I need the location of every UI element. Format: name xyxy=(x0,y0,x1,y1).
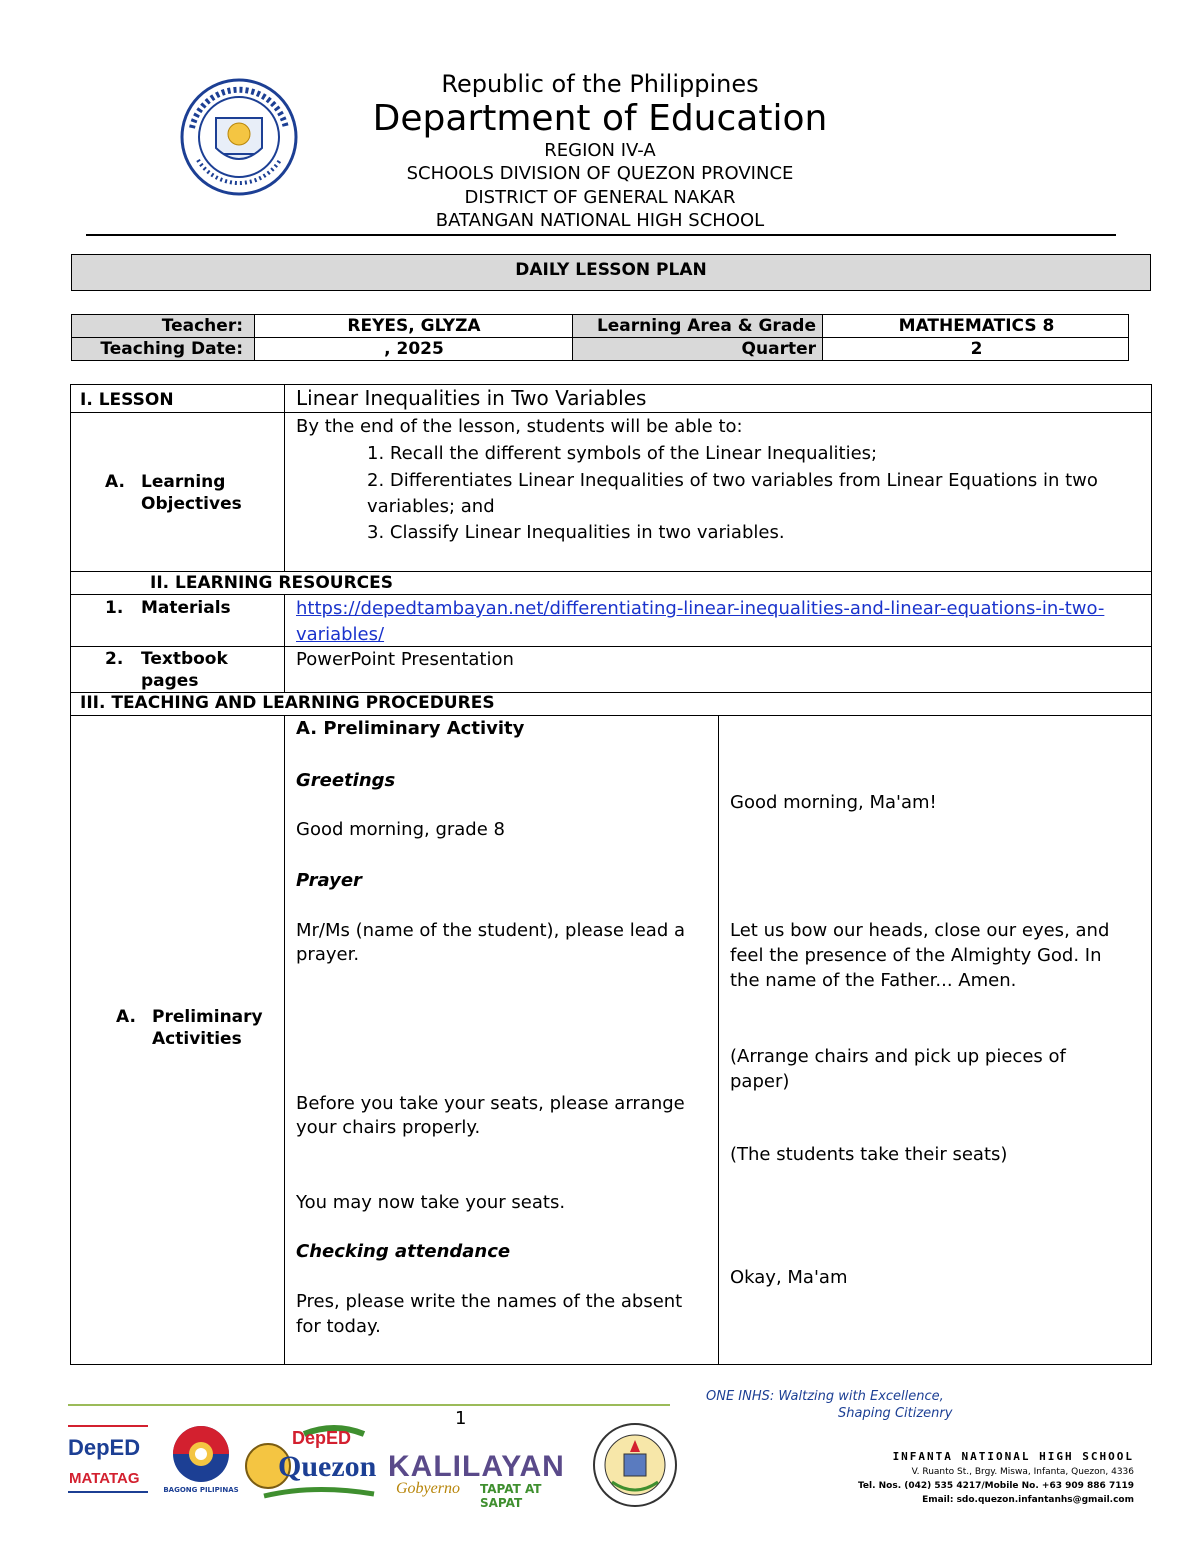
seats-student: (The students take their seats) xyxy=(730,1144,1008,1165)
footer-address: V. Ruanto St., Brgy. Miswa, Infanta, Quezon, 4336 xyxy=(911,1467,1134,1477)
region-label: REGION IV-A xyxy=(544,140,656,161)
footer-school-name: INFANTA NATIONAL HIGH SCHOOL xyxy=(892,1450,1134,1463)
bagong-pilipinas-logo: BAGONG PILIPINAS xyxy=(163,1422,239,1502)
arrange-teacher-1: Before you take your seats, please arrange xyxy=(296,1093,685,1114)
kalilayan-logo: KALILAYAN Gobyerno TAPAT AT SAPAT xyxy=(388,1450,565,1510)
textbook-num: 2. xyxy=(105,649,124,669)
arrange-teacher-2: your chairs properly. xyxy=(296,1117,481,1138)
greet-teacher: Good morning, grade 8 xyxy=(296,819,505,840)
objectives-label-2: Objectives xyxy=(141,494,242,514)
attendance-teacher-2: for today. xyxy=(296,1316,381,1337)
lesson-plan-title-box xyxy=(71,254,1151,291)
procedures-label: III. TEACHING AND LEARNING PROCEDURES xyxy=(80,693,495,713)
quarter-label: Quarter xyxy=(741,339,816,359)
quarter-value: 2 xyxy=(970,339,983,359)
page-number: 1 xyxy=(455,1408,467,1429)
prayer-student-3: the name of the Father... Amen. xyxy=(730,970,1017,991)
date-label: Teaching Date: xyxy=(100,339,243,359)
arrange-student-2: paper) xyxy=(730,1071,790,1092)
objective-2a: 2. Differentiates Linear Inequalities of two variables from Linear Equations in two xyxy=(367,470,1098,491)
division-label: SCHOOLS DIVISION OF QUEZON PROVINCE xyxy=(406,163,794,184)
footer-divider xyxy=(68,1404,670,1406)
attendance-student: Okay, Ma'am xyxy=(730,1267,848,1288)
footer-phone: Tel. Nos. (042) 535 4217/Mobile No. +63 909 886 7119 xyxy=(857,1481,1134,1491)
date-value: , 2025 xyxy=(384,339,444,359)
attendance-heading: Checking attendance xyxy=(296,1241,511,1262)
preliminary-heading: A. Preliminary Activity xyxy=(296,718,525,739)
attendance-teacher-1: Pres, please write the names of the absent xyxy=(296,1291,683,1312)
department-title: Department of Education xyxy=(372,98,828,139)
motto-line-1: ONE INHS: Waltzing with Excellence, xyxy=(706,1389,944,1404)
textbook-label-1: Textbook xyxy=(141,649,228,669)
materials-num: 1. xyxy=(105,598,124,618)
prayer-heading: Prayer xyxy=(296,870,362,891)
lesson-label: I. LESSON xyxy=(80,390,174,410)
materials-label: Materials xyxy=(141,598,231,618)
preliminary-label-1: Preliminary xyxy=(152,1007,263,1027)
deped-seal xyxy=(180,78,298,196)
materials-link-1[interactable]: https://depedtambayan.net/differentiating-linear-inequalities-and-linear-equations-in-two- xyxy=(296,598,1105,619)
prayer-teacher-1: Mr/Ms (name of the student), please lead a xyxy=(296,920,686,941)
motto-line-2: Shaping Citizenry xyxy=(838,1406,953,1421)
textbook-value: PowerPoint Presentation xyxy=(296,649,514,670)
preliminary-label-2: Activities xyxy=(152,1029,242,1049)
arrange-student-1: (Arrange chairs and pick up pieces of xyxy=(730,1046,1066,1067)
school-label: BATANGAN NATIONAL HIGH SCHOOL xyxy=(435,210,765,231)
header-divider xyxy=(86,234,1116,236)
footer-email: Email: sdo.quezon.infantanhs@gmail.com xyxy=(922,1495,1134,1505)
prayer-student-1: Let us bow our heads, close our eyes, and xyxy=(730,920,1110,941)
greetings-heading: Greetings xyxy=(296,770,396,791)
objective-1: 1. Recall the different symbols of the Linear Inequalities; xyxy=(367,443,878,464)
area-value: MATHEMATICS 8 xyxy=(898,316,1055,336)
materials-link-2[interactable]: variables/ xyxy=(296,624,385,645)
area-label: Learning Area & Grade xyxy=(596,316,816,336)
school-seal xyxy=(592,1422,678,1508)
textbook-label-2: pages xyxy=(141,671,199,691)
teacher-value: REYES, GLYZA xyxy=(347,316,481,336)
objectives-intro: By the end of the lesson, students will be able to: xyxy=(296,416,743,437)
deped-matatag-logo: DepED MATATAG xyxy=(68,1425,150,1497)
lesson-title: Linear Inequalities in Two Variables xyxy=(296,386,647,410)
objectives-label-1: Learning xyxy=(141,472,226,492)
greet-student: Good morning, Ma'am! xyxy=(730,792,937,813)
preliminary-letter: A. xyxy=(116,1007,136,1027)
resources-label: II. LEARNING RESOURCES xyxy=(150,573,393,593)
district-label: DISTRICT OF GENERAL NAKAR xyxy=(464,187,736,208)
lesson-plan-title: DAILY LESSON PLAN xyxy=(515,260,707,280)
teacher-label: Teacher: xyxy=(161,316,243,336)
objective-3: 3. Classify Linear Inequalities in two variables. xyxy=(367,522,785,543)
deped-quezon-logo: DepED Quezon xyxy=(244,1420,380,1500)
prayer-student-2: feel the presence of the Almighty God. In xyxy=(730,945,1102,966)
prayer-teacher-2: prayer. xyxy=(296,944,360,965)
objective-2b: variables; and xyxy=(367,496,495,517)
seats-teacher: You may now take your seats. xyxy=(296,1192,566,1213)
objectives-letter: A. xyxy=(105,472,125,492)
republic-label: Republic of the Philippines xyxy=(441,70,759,98)
